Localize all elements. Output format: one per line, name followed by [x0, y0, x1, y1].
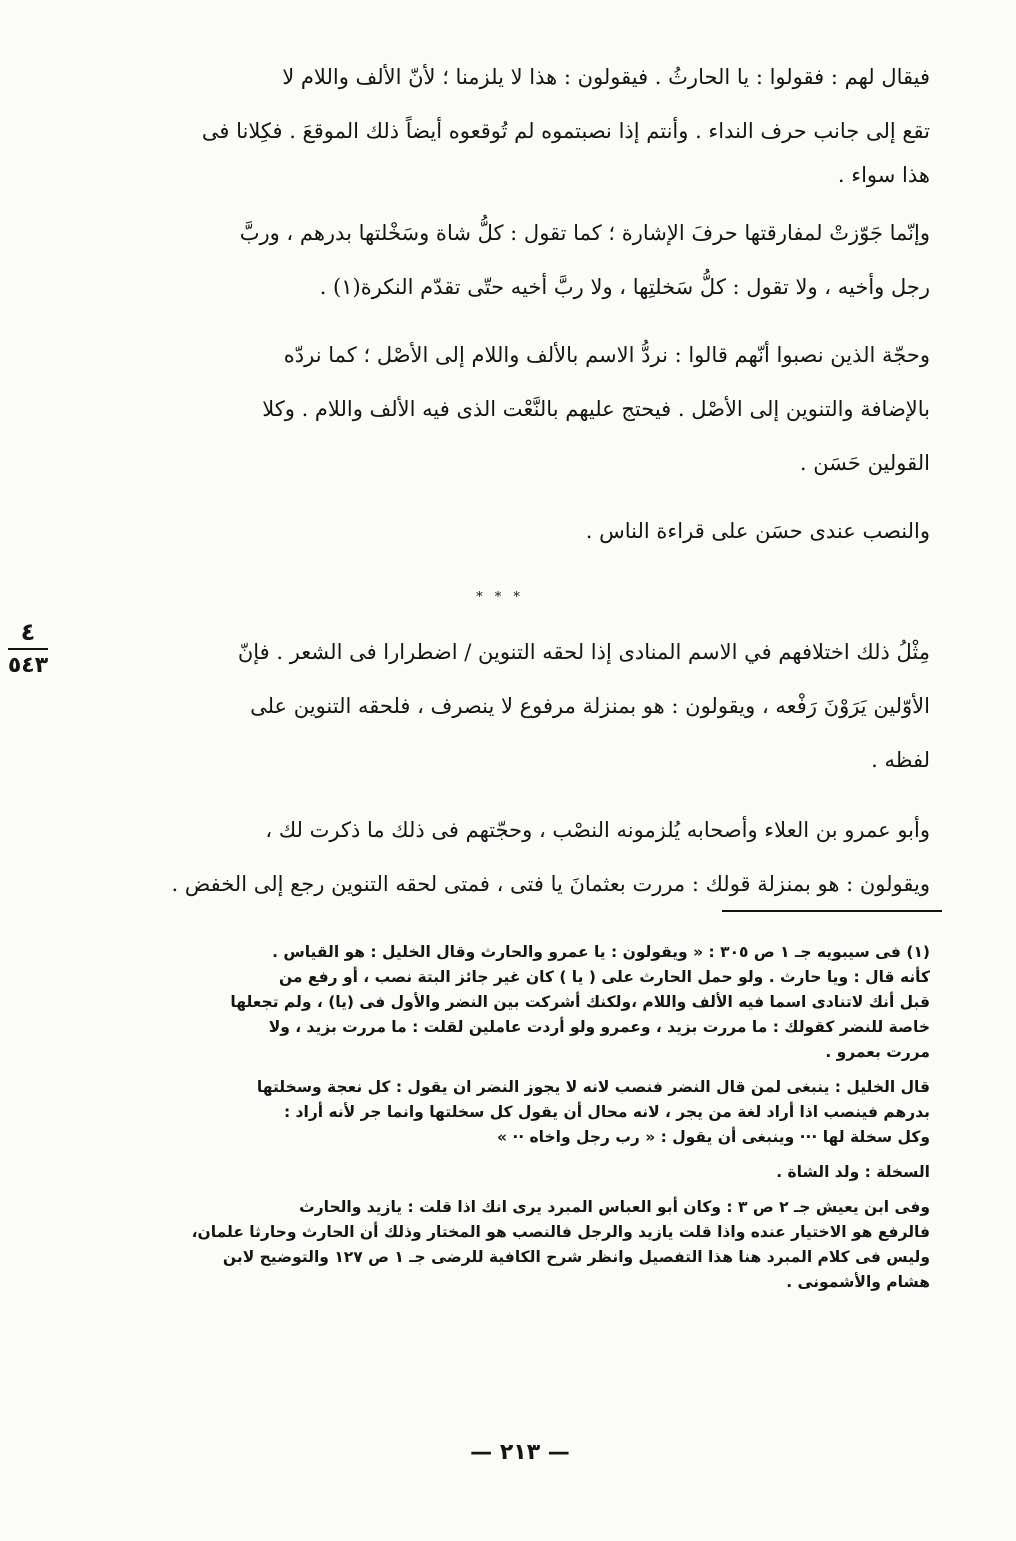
footnote-line: هشام والأشمونى .: [786, 1273, 930, 1291]
footnote-line: قال الخليل : ينبغى لمن قال النضر فنصب لانه لا يجوز النضر ان يقول : كل نعجة وسخلتها: [256, 1078, 930, 1096]
footnote-line: وليس فى كلام المبرد هنا هذا التفصيل وانظر شرح الكافية للرضى جـ ١ ص ١٢٧ والتوضيح لابن: [222, 1248, 930, 1266]
text-line: والنصب عندى حسَن على قراءة الناس .: [585, 519, 930, 543]
paragraph-5: [40, 625, 930, 787]
footnote-line: (١) فى سيبويه جـ ١ ص ٣٠٥ : « ويقولون : يا عمرو والحارث وقال الخليل : هو القياس .: [272, 943, 930, 961]
footnote-line: وكل سخلة لها ··· وينبغى أن يقول : « رب رجل واخاه ·· »: [496, 1128, 930, 1146]
text-line: رجل وأخيه ، ولا تقول : كلُّ سَخلتِها ، ولا ربَّ أخيه حتّى تقدّم النكرة(١) .: [319, 275, 930, 299]
text-line: مِثْلُ ذلك اختلافهم في الاسم المنادى إذا لحقه التنوين / اضطرارا فى الشعر . فإنّ: [237, 640, 930, 664]
footnote-line: بدرهم فينصب اذا أراد لغة من يجر ، لانه محال أن يقول كل سخلتها وانما جر لأنه أراد :: [283, 1103, 930, 1121]
section-separator: * * *: [476, 590, 524, 605]
text-line: وحجّة الذين نصبوا أنّهم قالوا : نردُّ الاسم بالألف واللام إلى الأصْل ؛ كما نردّه: [283, 343, 930, 367]
paragraph-1: [40, 50, 930, 192]
footnote-line: كأنه قال : ويا حارث . ولو حمل الحارث على ( يا ) كان غير جائز البتة نصب ، أو رفع من: [278, 968, 930, 986]
footnote-1: [48, 940, 930, 1065]
paragraph-4: [40, 504, 930, 558]
main-text-continued: [40, 625, 930, 925]
main-text: [40, 50, 930, 572]
footnotes: [48, 940, 930, 1305]
text-line: وإنّما جَوّزتْ لمفارقتها حرفَ الإشارة ؛ كما تقول : كلُّ شاة وسَخْلتها بدرهم ، وربَّ: [239, 221, 930, 245]
page-number: — ٢١٣ —: [470, 1440, 570, 1465]
footnote-line: قبل أنك لاتنادى اسما فيه الألف واللام ،ولكنك أشركت بين النضر والأول فى (يا) ، ولم تجعلها: [230, 993, 930, 1011]
paragraph-2: [40, 206, 930, 314]
margin-ref-top: ٤: [20, 618, 36, 646]
text-line: تقع إلى جانب حرف النداء . وأنتم إذا نصبتموه لم تُوقعوه أيضاً ذلك الموقعَ . فكِلانا فى: [201, 119, 930, 143]
footnote-divider: [722, 910, 942, 912]
footnote-line: مررت بعمرو .: [825, 1043, 930, 1061]
text-line: لفظه .: [871, 748, 930, 772]
text-line: ويقولون : هو بمنزلة قولك : مررت بعثمانَ يا فتى ، فمتى لحقه التنوين رجع إلى الخفض .: [171, 872, 930, 896]
text-line: بالإضافة والتنوين إلى الأصْل . فيحتج عليهم بالنَّعْت الذى فيه الألف واللام . وكلا: [262, 397, 930, 421]
text-line: الأوّلين يَرَوْنَ رَفْعه ، ويقولون : هو بمنزلة مرفوع لا ينصرف ، فلحقه التنوين على: [250, 694, 930, 718]
footnote-line: وفى ابن يعيش جـ ٢ ص ٣ : وكان أبو العباس المبرد يرى انك اذا قلت : يازيد والحارث: [299, 1198, 930, 1216]
footnote-4: [48, 1195, 930, 1295]
text-line: القولين حَسَن .: [799, 451, 930, 475]
footnote-line: فالرفع هو الاختيار عنده واذا قلت يازيد والرجل فالنصب هو المختار وذلك أن الحارث وحارثا علمان،: [191, 1223, 930, 1241]
margin-ref-bottom: ٥٤٣: [7, 653, 49, 678]
text-line: وأبو عمرو بن العلاء وأصحابه يُلزمونه النصْب ، وحجّتهم فى ذلك ما ذكرت لك ،: [265, 818, 930, 842]
footnote-line: السخلة : ولد الشاة .: [776, 1163, 930, 1181]
paragraph-6: [40, 803, 930, 911]
text-line: هذا سواء .: [837, 163, 930, 187]
paragraph-3: [40, 328, 930, 490]
footnote-2: [48, 1075, 930, 1150]
footnote-3: [48, 1160, 930, 1185]
footnote-line: خاصة للنضر كقولك : ما مررت بزيد ، وعمرو ولو أردت عاملين لقلت : ما مررت بزيد ، ولا: [268, 1018, 930, 1036]
text-line: فيقال لهم : فقولوا : يا الحارثُ . فيقولون : هذا لا يلزمنا ؛ لأنّ الألف واللام لا: [282, 65, 930, 89]
